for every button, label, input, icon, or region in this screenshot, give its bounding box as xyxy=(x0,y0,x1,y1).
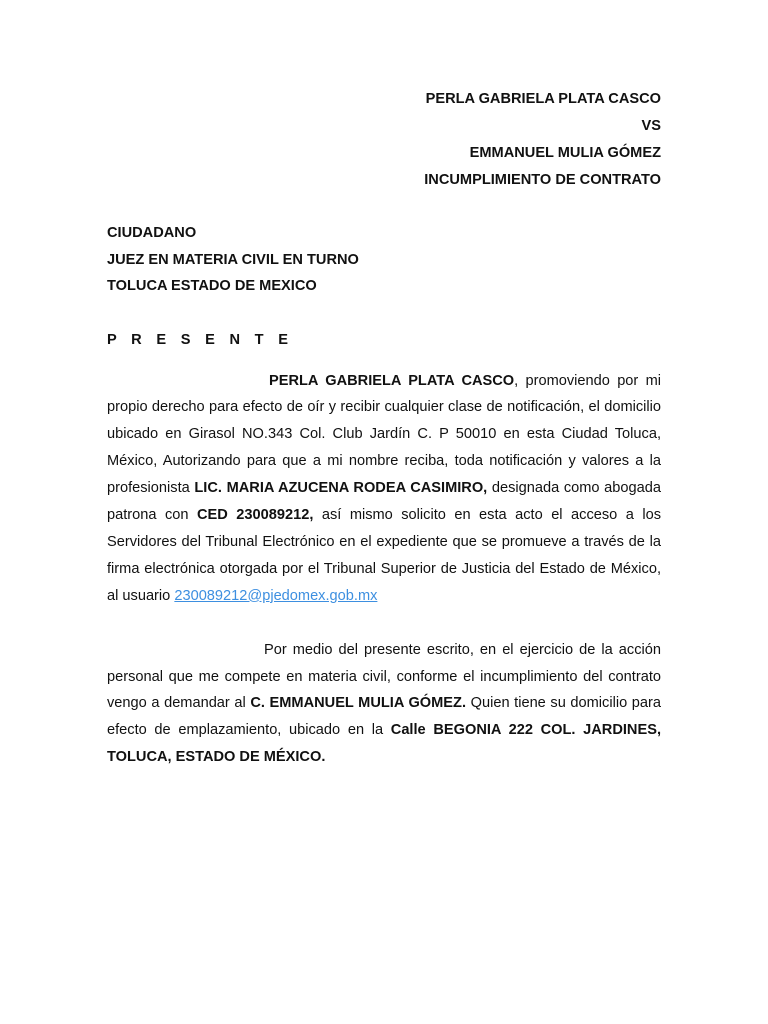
paragraph-demanda xyxy=(107,637,661,772)
promovente-name: PERLA GABRIELA PLATA CASCO xyxy=(269,372,515,389)
defendant-name: EMMANUEL MULIA GÓMEZ xyxy=(469,145,661,161)
demandado-address: Calle BEGONIA 222 COL. JARDINES, TOLUCA, ESTADO DE MÉXICO. xyxy=(107,722,661,766)
paragraph2-text-b: Quien tiene su domicilio para efecto de emplazamiento, ubicado en la xyxy=(107,695,661,739)
email-link[interactable]: 230089212@pjedomex.gob.mx xyxy=(174,587,378,604)
paragraph-promovente xyxy=(107,368,661,610)
document-page xyxy=(107,86,661,771)
versus-label: VS xyxy=(641,118,661,134)
presente-heading: P R E S E N T E xyxy=(107,331,294,348)
addressee-line-2: JUEZ EN MATERIA CIVIL EN TURNO xyxy=(107,251,359,268)
paragraph2-text-a: Por medio del presente escrito, en el ejercicio de la acción personal que me compete en materia civil, conforme el incumplimiento del contrato vengo a demandar al xyxy=(107,641,661,712)
addressee-line-1: CIUDADANO xyxy=(107,225,197,241)
paragraph1-text-c: así mismo solicito en esta acto el acceso a los Servidores del Tribunal Electrónico en el expediente que se promueve a través de la firma electrónica otorgada por el Tribunal Superior de Justicia del Estado de México, al usuario xyxy=(107,507,661,604)
case-caption xyxy=(107,86,661,194)
case-matter: INCUMPLIMIENTO DE CONTRATO xyxy=(424,172,661,188)
paragraph1-text-a: , promoviendo por mi propio derecho para efecto de oír y recibir cualquier clase de notificación, el domicilio ubicado en Girasol NO.343 Col. Club Jardín C. P 50010 en esta Ciudad Toluca, México, Autorizando para que a mi nombre reciba, toda notificación y valores a la profesionista xyxy=(107,372,661,497)
cedula-number: CED 230089212, xyxy=(196,507,314,524)
demandado-name: C. EMMANUEL MULIA GÓMEZ. xyxy=(250,695,467,712)
paragraph1-text-b: designada como abogada patrona con xyxy=(107,480,661,524)
addressee-line-3: TOLUCA ESTADO DE MEXICO xyxy=(107,278,317,294)
addressee-block xyxy=(107,220,661,300)
lawyer-name: LIC. MARIA AZUCENA RODEA CASIMIRO, xyxy=(194,480,488,497)
plaintiff-name: PERLA GABRIELA PLATA CASCO xyxy=(425,91,661,107)
